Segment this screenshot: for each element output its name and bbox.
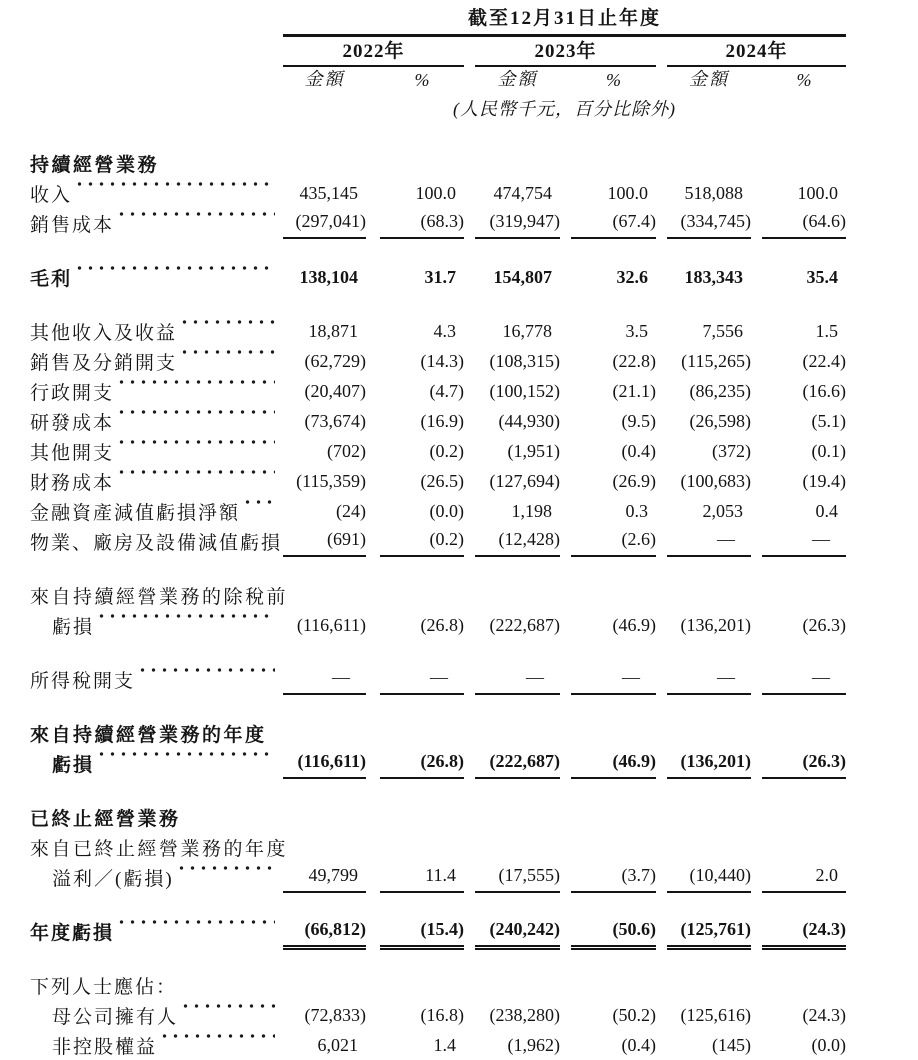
row-label-text: 年度虧損 (30, 923, 115, 944)
row-label-text: 來自持續經營業務的年度 (30, 725, 267, 746)
row-label (30, 410, 283, 437)
value-cell: 35.4 (806, 267, 838, 287)
row-label (30, 614, 283, 641)
item-row-value-line (0, 863, 918, 893)
dot-leader (74, 182, 275, 209)
value-cell: (145) (712, 1035, 751, 1055)
col-header-amount: 金額 (304, 69, 345, 89)
dot-leader (116, 212, 275, 239)
value-cell: (116,611) (296, 615, 366, 635)
value-cell: 1.4 (433, 1035, 456, 1055)
section-row (0, 803, 918, 833)
row-label-text: 銷售成本 (30, 215, 115, 236)
table-rows (0, 149, 918, 1060)
row-label-text: 行政開支 (30, 383, 115, 404)
value-cell: 100.0 (607, 183, 648, 203)
item-row (0, 209, 918, 239)
value-cell: (5.1) (811, 411, 846, 431)
value-cell: (0.0) (429, 501, 464, 521)
item-row-value-line (0, 611, 918, 641)
item-row (0, 1031, 918, 1060)
value-cell: (0.2) (380, 526, 464, 557)
row-label-text: 虧損 (52, 617, 95, 638)
item-row (0, 665, 918, 695)
value-cell: (24.3) (762, 916, 846, 947)
year-row (283, 41, 918, 67)
value-cell: (10,440) (667, 862, 751, 893)
value-cell: (26.3) (762, 748, 846, 779)
value-cell: 4.3 (433, 321, 456, 341)
dot-leader (96, 614, 275, 641)
item-row (0, 407, 918, 437)
table-header (0, 0, 918, 123)
value-cell: 3.5 (625, 321, 648, 341)
value-cell: 154,807 (493, 267, 552, 287)
col-header-percent: % (796, 70, 812, 90)
item-row (0, 377, 918, 407)
row-label (30, 1004, 283, 1031)
value-cell: (22.4) (802, 351, 846, 371)
year-group-2022: 2022年 (283, 41, 464, 67)
value-cell: (238,280) (489, 1005, 560, 1025)
dot-leader (96, 752, 275, 779)
item-row (0, 317, 918, 347)
row-label-text: 所得稅開支 (30, 671, 136, 692)
value-cell: (24.3) (802, 1005, 846, 1025)
row-label-text: 物業、廠房及設備減值虧損 (30, 533, 283, 554)
value-cell: — (283, 664, 366, 695)
row-label (30, 266, 283, 293)
col-header-amount: 金額 (497, 69, 538, 89)
row-label (30, 320, 283, 347)
value-cell: (12,428) (475, 526, 560, 557)
value-cell: (15.4) (380, 916, 464, 947)
dot-leader (116, 440, 275, 467)
item-row (0, 917, 918, 947)
value-cell: 1,198 (511, 501, 552, 521)
value-cell: — (475, 664, 560, 695)
value-cell: (64.6) (762, 208, 846, 239)
value-cell: 31.7 (424, 267, 456, 287)
row-label-text: 來自持續經營業務的除稅前 (30, 587, 289, 608)
value-cell: — (380, 664, 464, 695)
row-label-text: 持續經營業務 (30, 155, 160, 176)
value-cell: (702) (327, 441, 366, 461)
value-cell: 16,778 (502, 321, 552, 341)
value-cell: (100,683) (680, 471, 751, 491)
year-group-2023: 2023年 (475, 41, 656, 67)
value-cell: (125,616) (680, 1005, 751, 1025)
value-cell: (26.3) (802, 615, 846, 635)
value-cell: (50.6) (571, 916, 656, 947)
value-cell: 138,104 (299, 267, 358, 287)
item-row (0, 497, 918, 527)
value-cell: — (762, 526, 846, 557)
value-cell: 32.6 (616, 267, 648, 287)
value-cell: 100.0 (415, 183, 456, 203)
col-header-percent: % (414, 70, 430, 90)
dot-leader (242, 500, 275, 527)
section-row (0, 149, 918, 179)
item-row (0, 347, 918, 377)
value-cell: (222,687) (489, 615, 560, 635)
dot-leader (176, 866, 275, 893)
value-cell: (86,235) (689, 381, 751, 401)
value-cell: (26.5) (420, 471, 464, 491)
value-cell: (222,687) (475, 748, 560, 779)
row-label (30, 530, 283, 557)
row-label (30, 866, 283, 893)
value-cell: 1.5 (815, 321, 838, 341)
value-cell: 0.3 (625, 501, 648, 521)
col-header-amount: 金額 (689, 69, 729, 89)
value-cell: (1,962) (507, 1035, 560, 1055)
value-cell: 518,088 (684, 183, 743, 203)
value-cell: (116,611) (283, 748, 366, 779)
value-cell: 2,053 (702, 501, 743, 521)
value-cell: (4.7) (429, 381, 464, 401)
dot-leader (116, 380, 275, 407)
value-cell: (68.3) (380, 208, 464, 239)
value-cell: — (667, 664, 751, 695)
year-group-2024: 2024年 (667, 41, 846, 67)
value-cell: (372) (712, 441, 751, 461)
value-cell: (67.4) (571, 208, 656, 239)
value-cell: 11.4 (380, 862, 464, 893)
value-cell: (0.2) (429, 441, 464, 461)
value-cell: (24) (336, 501, 366, 521)
value-cell: (0.4) (621, 1035, 656, 1055)
dot-leader (137, 668, 275, 695)
row-label (30, 722, 283, 749)
value-cell: (22.8) (612, 351, 656, 371)
row-label-text: 溢利／(虧損) (52, 869, 174, 890)
value-cell: 49,799 (283, 862, 366, 893)
row-label-text: 毛利 (30, 269, 73, 290)
value-cell: 100.0 (797, 183, 838, 203)
value-cell: (1,951) (507, 441, 560, 461)
value-cell: (334,745) (667, 208, 751, 239)
dot-leader (116, 470, 275, 497)
value-cell: 2.0 (762, 862, 846, 893)
value-cell: (319,947) (475, 208, 560, 239)
value-cell: (16.6) (802, 381, 846, 401)
value-cell: (26.9) (612, 471, 656, 491)
row-label (30, 440, 283, 467)
item-row (0, 527, 918, 557)
row-label (30, 584, 289, 611)
row-label-text: 下列人士應佔： (30, 977, 178, 998)
value-cell: (115,359) (296, 471, 366, 491)
row-label (30, 470, 283, 497)
value-cell: (127,694) (489, 471, 560, 491)
dot-leader (159, 1034, 275, 1060)
dot-leader (116, 920, 275, 947)
value-cell: (0.4) (621, 441, 656, 461)
value-cell: (125,761) (667, 916, 751, 947)
value-cell: (9.5) (621, 411, 656, 431)
value-cell: 7,556 (702, 321, 743, 341)
value-cell: 435,145 (299, 183, 358, 203)
row-label (30, 752, 283, 779)
row-label-text: 母公司擁有人 (52, 1007, 179, 1028)
value-cell: 474,754 (493, 183, 552, 203)
value-cell: (50.2) (612, 1005, 656, 1025)
value-cell: (26.8) (420, 615, 464, 635)
value-cell: (21.1) (612, 381, 656, 401)
item-row (0, 179, 918, 209)
value-cell: (66,812) (283, 916, 366, 947)
value-cell: 183,343 (684, 267, 743, 287)
value-cell: (2.6) (571, 526, 656, 557)
value-cell: (0.1) (811, 441, 846, 461)
value-cell: 18,871 (308, 321, 358, 341)
row-label (30, 500, 283, 527)
value-cell: (136,201) (680, 615, 751, 635)
value-cell: (16.9) (420, 411, 464, 431)
dot-leader (116, 410, 275, 437)
value-cell: (46.9) (571, 748, 656, 779)
dot-leader (179, 350, 275, 377)
value-cell: (26.8) (380, 748, 464, 779)
item-row (0, 263, 918, 293)
value-cell: (3.7) (571, 862, 656, 893)
item-row-label-line (0, 719, 918, 749)
row-label-text: 虧損 (52, 755, 95, 776)
row-label (30, 836, 289, 863)
value-cell: (44,930) (498, 411, 560, 431)
value-cell: (297,041) (283, 208, 366, 239)
row-label-text: 收入 (30, 185, 73, 206)
row-label-text: 已終止經營業務 (30, 809, 181, 830)
value-cell: (19.4) (802, 471, 846, 491)
item-row (0, 1001, 918, 1031)
value-cell: (108,315) (489, 351, 560, 371)
unit-note: (人民幣千元，百分比除外) (453, 99, 676, 119)
dot-leader (74, 266, 275, 293)
item-row (0, 467, 918, 497)
row-label (30, 974, 283, 1001)
value-cell: (17,555) (475, 862, 560, 893)
row-label (30, 182, 283, 209)
value-cell: 0.4 (815, 501, 838, 521)
dot-leader (179, 320, 275, 347)
value-cell: (20,407) (304, 381, 366, 401)
row-label (30, 920, 283, 947)
value-cell: (46.9) (612, 615, 656, 635)
row-label-text: 財務成本 (30, 473, 115, 494)
row-label (30, 380, 283, 407)
value-cell: — (667, 526, 751, 557)
col-header-percent: % (606, 70, 621, 90)
row-label (30, 806, 283, 833)
value-cell: (691) (283, 526, 366, 557)
item-row-value-line (0, 749, 918, 779)
row-label-text: 其他開支 (30, 443, 115, 464)
row-label (30, 212, 283, 239)
item-row-label-line (0, 833, 918, 863)
row-label-text: 其他收入及收益 (30, 323, 178, 344)
row-label-text: 金融資產減值虧損淨額 (30, 503, 241, 524)
row-label (30, 1034, 283, 1060)
row-label (30, 350, 283, 377)
value-cell: (240,242) (475, 916, 560, 947)
dot-leader (180, 1004, 275, 1031)
value-cell: (16.8) (420, 1005, 464, 1025)
row-label-text: 研發成本 (30, 413, 115, 434)
row-label-text: 非控股權益 (52, 1037, 158, 1058)
value-cell: 6,021 (317, 1035, 358, 1055)
value-cell: — (762, 664, 846, 695)
value-cell: — (571, 664, 656, 695)
row-label (30, 668, 283, 695)
value-cell: (115,265) (681, 351, 751, 371)
value-cell: (14.3) (420, 351, 464, 371)
value-cell: (73,674) (304, 411, 366, 431)
item-row-label-line (0, 581, 918, 611)
value-cell: (26,598) (689, 411, 751, 431)
value-cell: (0.0) (811, 1035, 846, 1055)
value-cell: (62,729) (304, 351, 366, 371)
column-header-row (283, 67, 918, 95)
label-row (0, 971, 918, 1001)
value-cell: (136,201) (667, 748, 751, 779)
row-label-text: 來自已終止經營業務的年度 (30, 839, 289, 860)
period-title: 截至12月31日止年度 (467, 8, 661, 29)
value-cell: (100,152) (489, 381, 560, 401)
row-label-text: 銷售及分銷開支 (30, 353, 178, 374)
header-rule (283, 34, 846, 37)
value-cell: (72,833) (304, 1005, 366, 1025)
row-label (30, 152, 283, 179)
item-row (0, 437, 918, 467)
